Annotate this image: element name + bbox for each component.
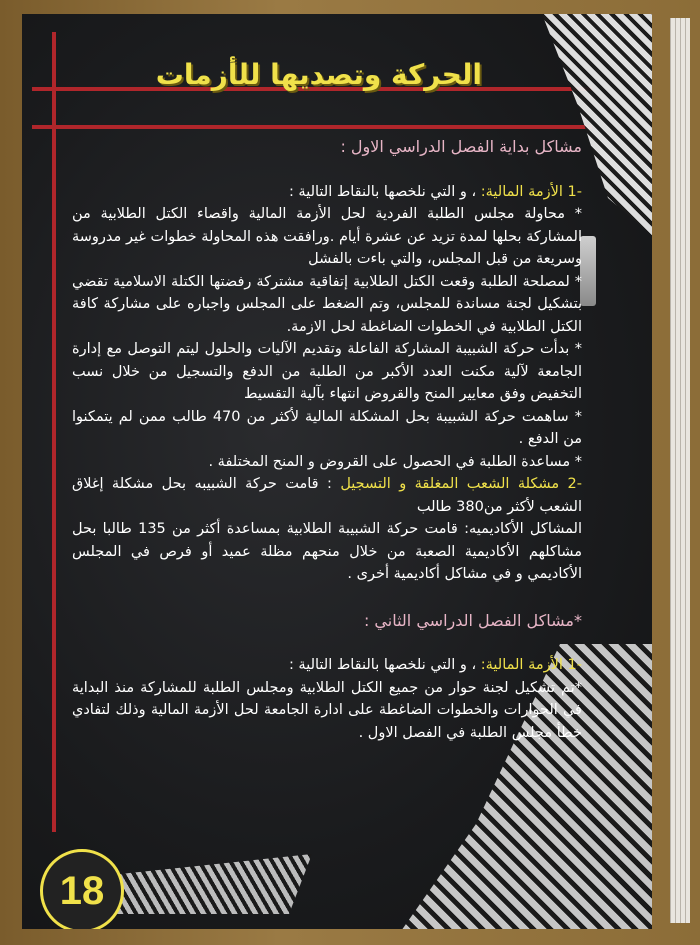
page-edges (650, 18, 690, 923)
red-vertical-rule (52, 32, 56, 832)
paragraph: * بدأت حركة الشبيبة المشاركة الفاعلة وتقديم الآليات والحلول ليتم التوصل مع إدارة الجامعة لآلية مكنت العدد الأكبر من الطلبة من الدفع والتسجيل من خلال نسب التخفيض وفق معايير المنح والقروض انتهاء بآلية التقسيط (72, 341, 582, 402)
red-horizontal-rule-bottom (32, 125, 592, 129)
paragraph: * لمصلحة الطلبة وقعت الكتل الطلابية إتفاقية مشتركة رفضتها الكتلة الاسلامية تقضي بتشكيل لجنة مساندة للمجلس، وتم الضغط على المجلس واجباره على مشاركة كافة الكتل الطلابية في الخطوات الضاغطة لحل الازمة. (72, 273, 582, 335)
paragraph: * محاولة مجلس الطلبة الفردية لحل الأزمة المالية واقصاء الكتل الطلابية من المشاركة بحلها لمدة تزيد عن عشرة أيام .ورافقت هذه المحاولة خطوات غير مدروسة وسريعة من قبل المجلس، والتي باءت بالفشل (72, 206, 582, 267)
page-title: الحركة وتصديها للأزمات (155, 58, 482, 91)
paragraph: * ساهمت حركة الشبيبة بحل المشكلة المالية لأكثر من 470 طالب ممن لم يتمكنوا من الدفع . (72, 408, 582, 447)
article-body (72, 136, 582, 744)
section-heading: مشاكل بداية الفصل الدراسي الاول : (340, 137, 582, 156)
paragraph: * مساعدة الطلبة في الحصول على القروض و المنح المختلفة . (208, 453, 582, 470)
paragraph: -1 الأزمة المالية: ، و التي نلخصها بالنقاط التالية : (288, 183, 582, 200)
paragraph: -2 مشكلة الشعب المغلقة و التسجيل : قامت حركة الشبيبه بحل مشكلة إغلاق الشعب لأكثر من380 طالب (72, 476, 583, 515)
page-number: 18 (40, 849, 124, 929)
paragraph: *تم تشكيل لجنة حوار من جميع الكتل الطلابية ومجلس الطلبة للمشاركة منذ البداية في الحوارات والخطوات الضاغطة على ادارة الجامعة لحل الأزمة المالية وذلك لتفادي خطأ مجلس الطلبة في الفصل الاول . (72, 679, 582, 741)
section-heading: *مشاكل الفصل الدراسي الثاني : (363, 610, 582, 630)
paragraph: المشاكل الأكاديميه: قامت حركة الشبيبة الطلابية بمساعدة أكثر من 135 طالبا بحل مشاكلهم الأكاديمية الصعبة من خلال منحهم مظلة عميد أو فرص في المجلس الأكاديمي و في مشاكل أكاديمية أخرى . (72, 521, 583, 582)
paragraph: -1 الأزمة المالية: ، و التي نلخصها بالنقاط التالية : (288, 657, 582, 673)
booklet-page (22, 14, 652, 929)
tassel-decoration (580, 236, 596, 306)
